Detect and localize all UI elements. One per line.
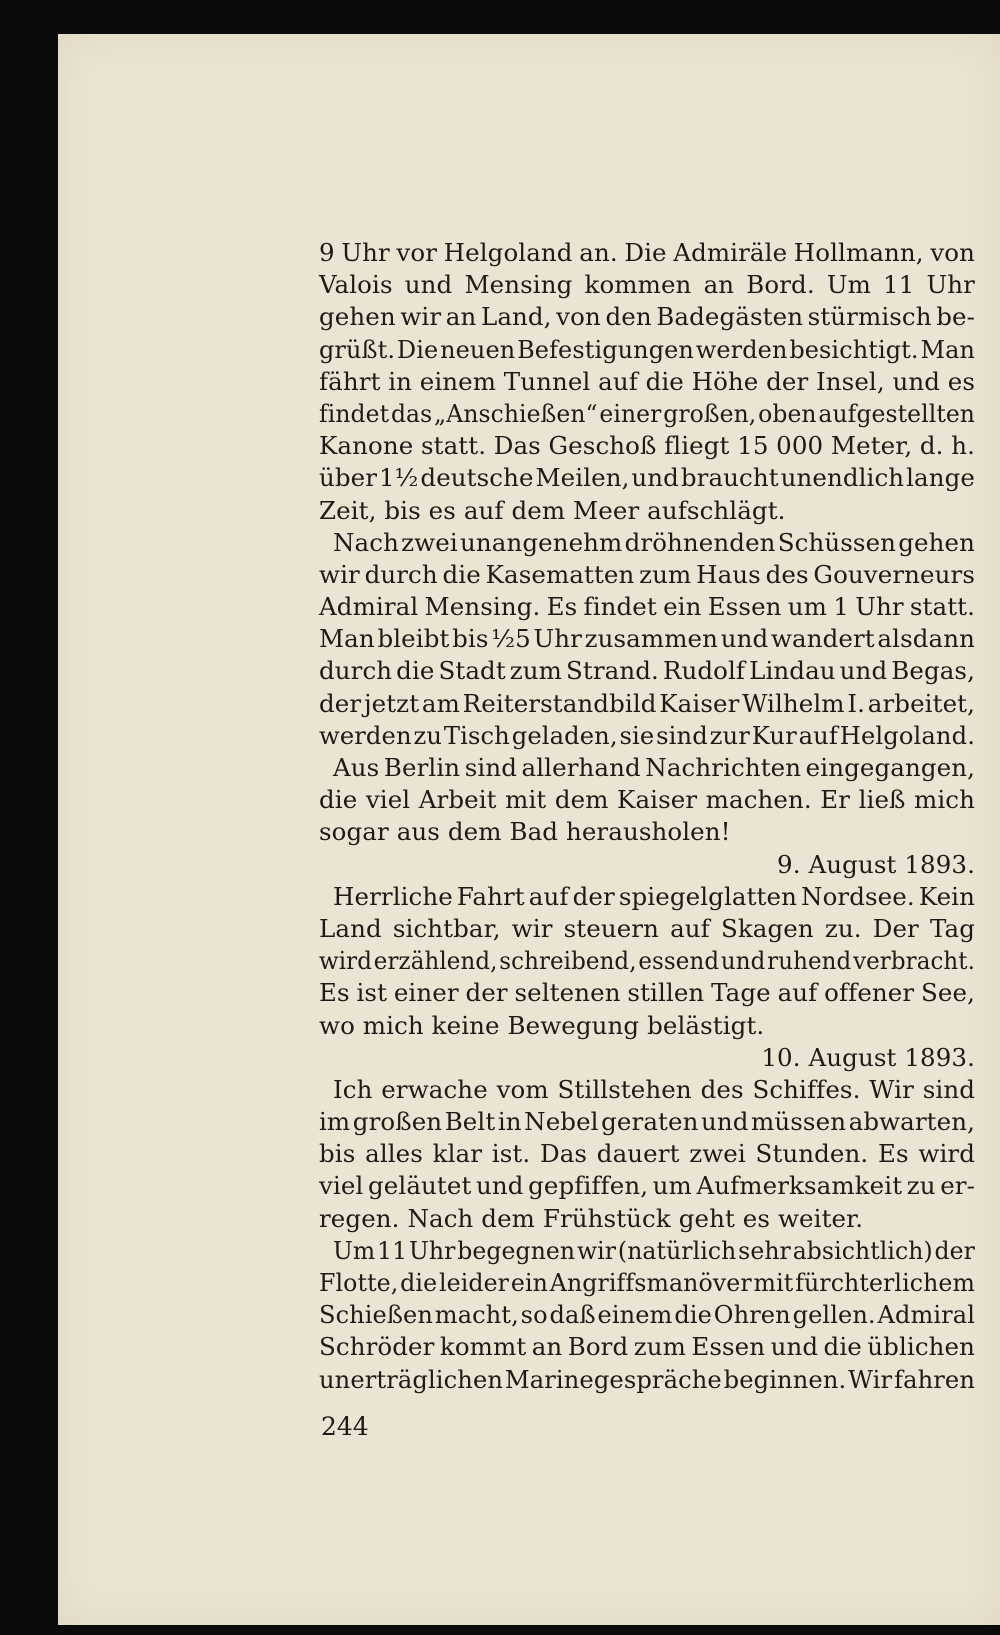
date-heading: 10. August 1893. xyxy=(761,1042,975,1072)
text-line: Ich erwache vom Stillstehen des Schiffes. Wir sind xyxy=(333,1074,975,1104)
text-line: Valois und Mensing kommen an Bord. Um 11 Uhr xyxy=(319,270,975,300)
text-line: Herrliche Fahrt auf der spiegelglatten Nordsee. Kein xyxy=(333,881,975,911)
text-line: viel geläutet und gepfiffen, um Aufmerksamkeit zu er- xyxy=(319,1171,975,1201)
text-line: wird erzählend, schreibend, essend und ruhend verbracht. xyxy=(319,946,975,976)
text-line: gehen wir an Land, von den Badegästen stürmisch be- xyxy=(319,302,975,332)
text-line: im großen Belt in Nebel geraten und müssen abwarten, xyxy=(319,1107,975,1137)
text-line: sogar aus dem Bad herausholen! xyxy=(319,817,731,847)
text-line: grüßt. Die neuen Befestigungen werden besichtigt. Man xyxy=(319,334,975,364)
text-line: über 1½ deutsche Meilen, und braucht unendlich lange xyxy=(319,463,975,493)
text-line: Flotte, die leider ein Angriffsmanöver mit fürchterlichem xyxy=(319,1268,975,1297)
book-page xyxy=(58,34,1000,1625)
text-line: findet das „Anschießen“ einer großen, oben aufgestellten xyxy=(319,398,975,428)
text-line: Um 11 Uhr begegnen wir (natürlich sehr absichtlich) der xyxy=(333,1235,975,1265)
body-text xyxy=(319,237,975,1396)
text-line: 9 Uhr vor Helgoland an. Die Admiräle Hollmann, von xyxy=(319,238,975,267)
page-number: 244 xyxy=(321,1412,369,1441)
text-line: Kanone statt. Das Geschoß fliegt 15 000 Meter, d. h. xyxy=(319,431,975,461)
text-line: Admiral Mensing. Es findet ein Essen um 1 Uhr statt. xyxy=(319,592,975,622)
text-line: Aus Berlin sind allerhand Nachrichten eingegangen, xyxy=(333,753,975,782)
text-line: der jetzt am Reiterstandbild Kaiser Wilhelm I. arbeitet, xyxy=(319,688,975,718)
text-line: die viel Arbeit mit dem Kaiser machen. Er ließ mich xyxy=(319,785,975,815)
text-line: fährt in einem Tunnel auf die Höhe der Insel, und es xyxy=(319,366,975,396)
text-line: wo mich keine Bewegung belästigt. xyxy=(319,1010,765,1040)
text-line: unerträglichen Marinegespräche beginnen. Wir fahren xyxy=(319,1364,975,1394)
text-line: durch die Stadt zum Strand. Rudolf Lindau und Begas, xyxy=(319,656,975,686)
text-line: regen. Nach dem Frühstück geht es weiter. xyxy=(319,1203,864,1233)
date-heading: 9. August 1893. xyxy=(777,849,975,879)
text-line: Man bleibt bis ½5 Uhr zusammen und wandert alsdann xyxy=(319,624,975,654)
text-line: wir durch die Kasematten zum Haus des Gouverneurs xyxy=(319,559,975,589)
text-line: werden zu Tisch geladen, sie sind zur Kur auf Helgoland. xyxy=(319,720,975,750)
text-line: bis alles klar ist. Das dauert zwei Stunden. Es wird xyxy=(319,1139,975,1169)
text-line: Schießen macht, so daß einem die Ohren gellen. Admiral xyxy=(319,1300,975,1330)
text-line: Zeit, bis es auf dem Meer aufschlägt. xyxy=(319,495,786,525)
text-line: Es ist einer der seltenen stillen Tage auf offener See, xyxy=(319,978,975,1008)
text-line: Nach zwei unangenehm dröhnenden Schüssen gehen xyxy=(333,527,975,557)
text-line: Schröder kommt an Bord zum Essen und die üblichen xyxy=(319,1332,975,1362)
text-line: Land sichtbar, wir steuern auf Skagen zu. Der Tag xyxy=(319,913,975,943)
